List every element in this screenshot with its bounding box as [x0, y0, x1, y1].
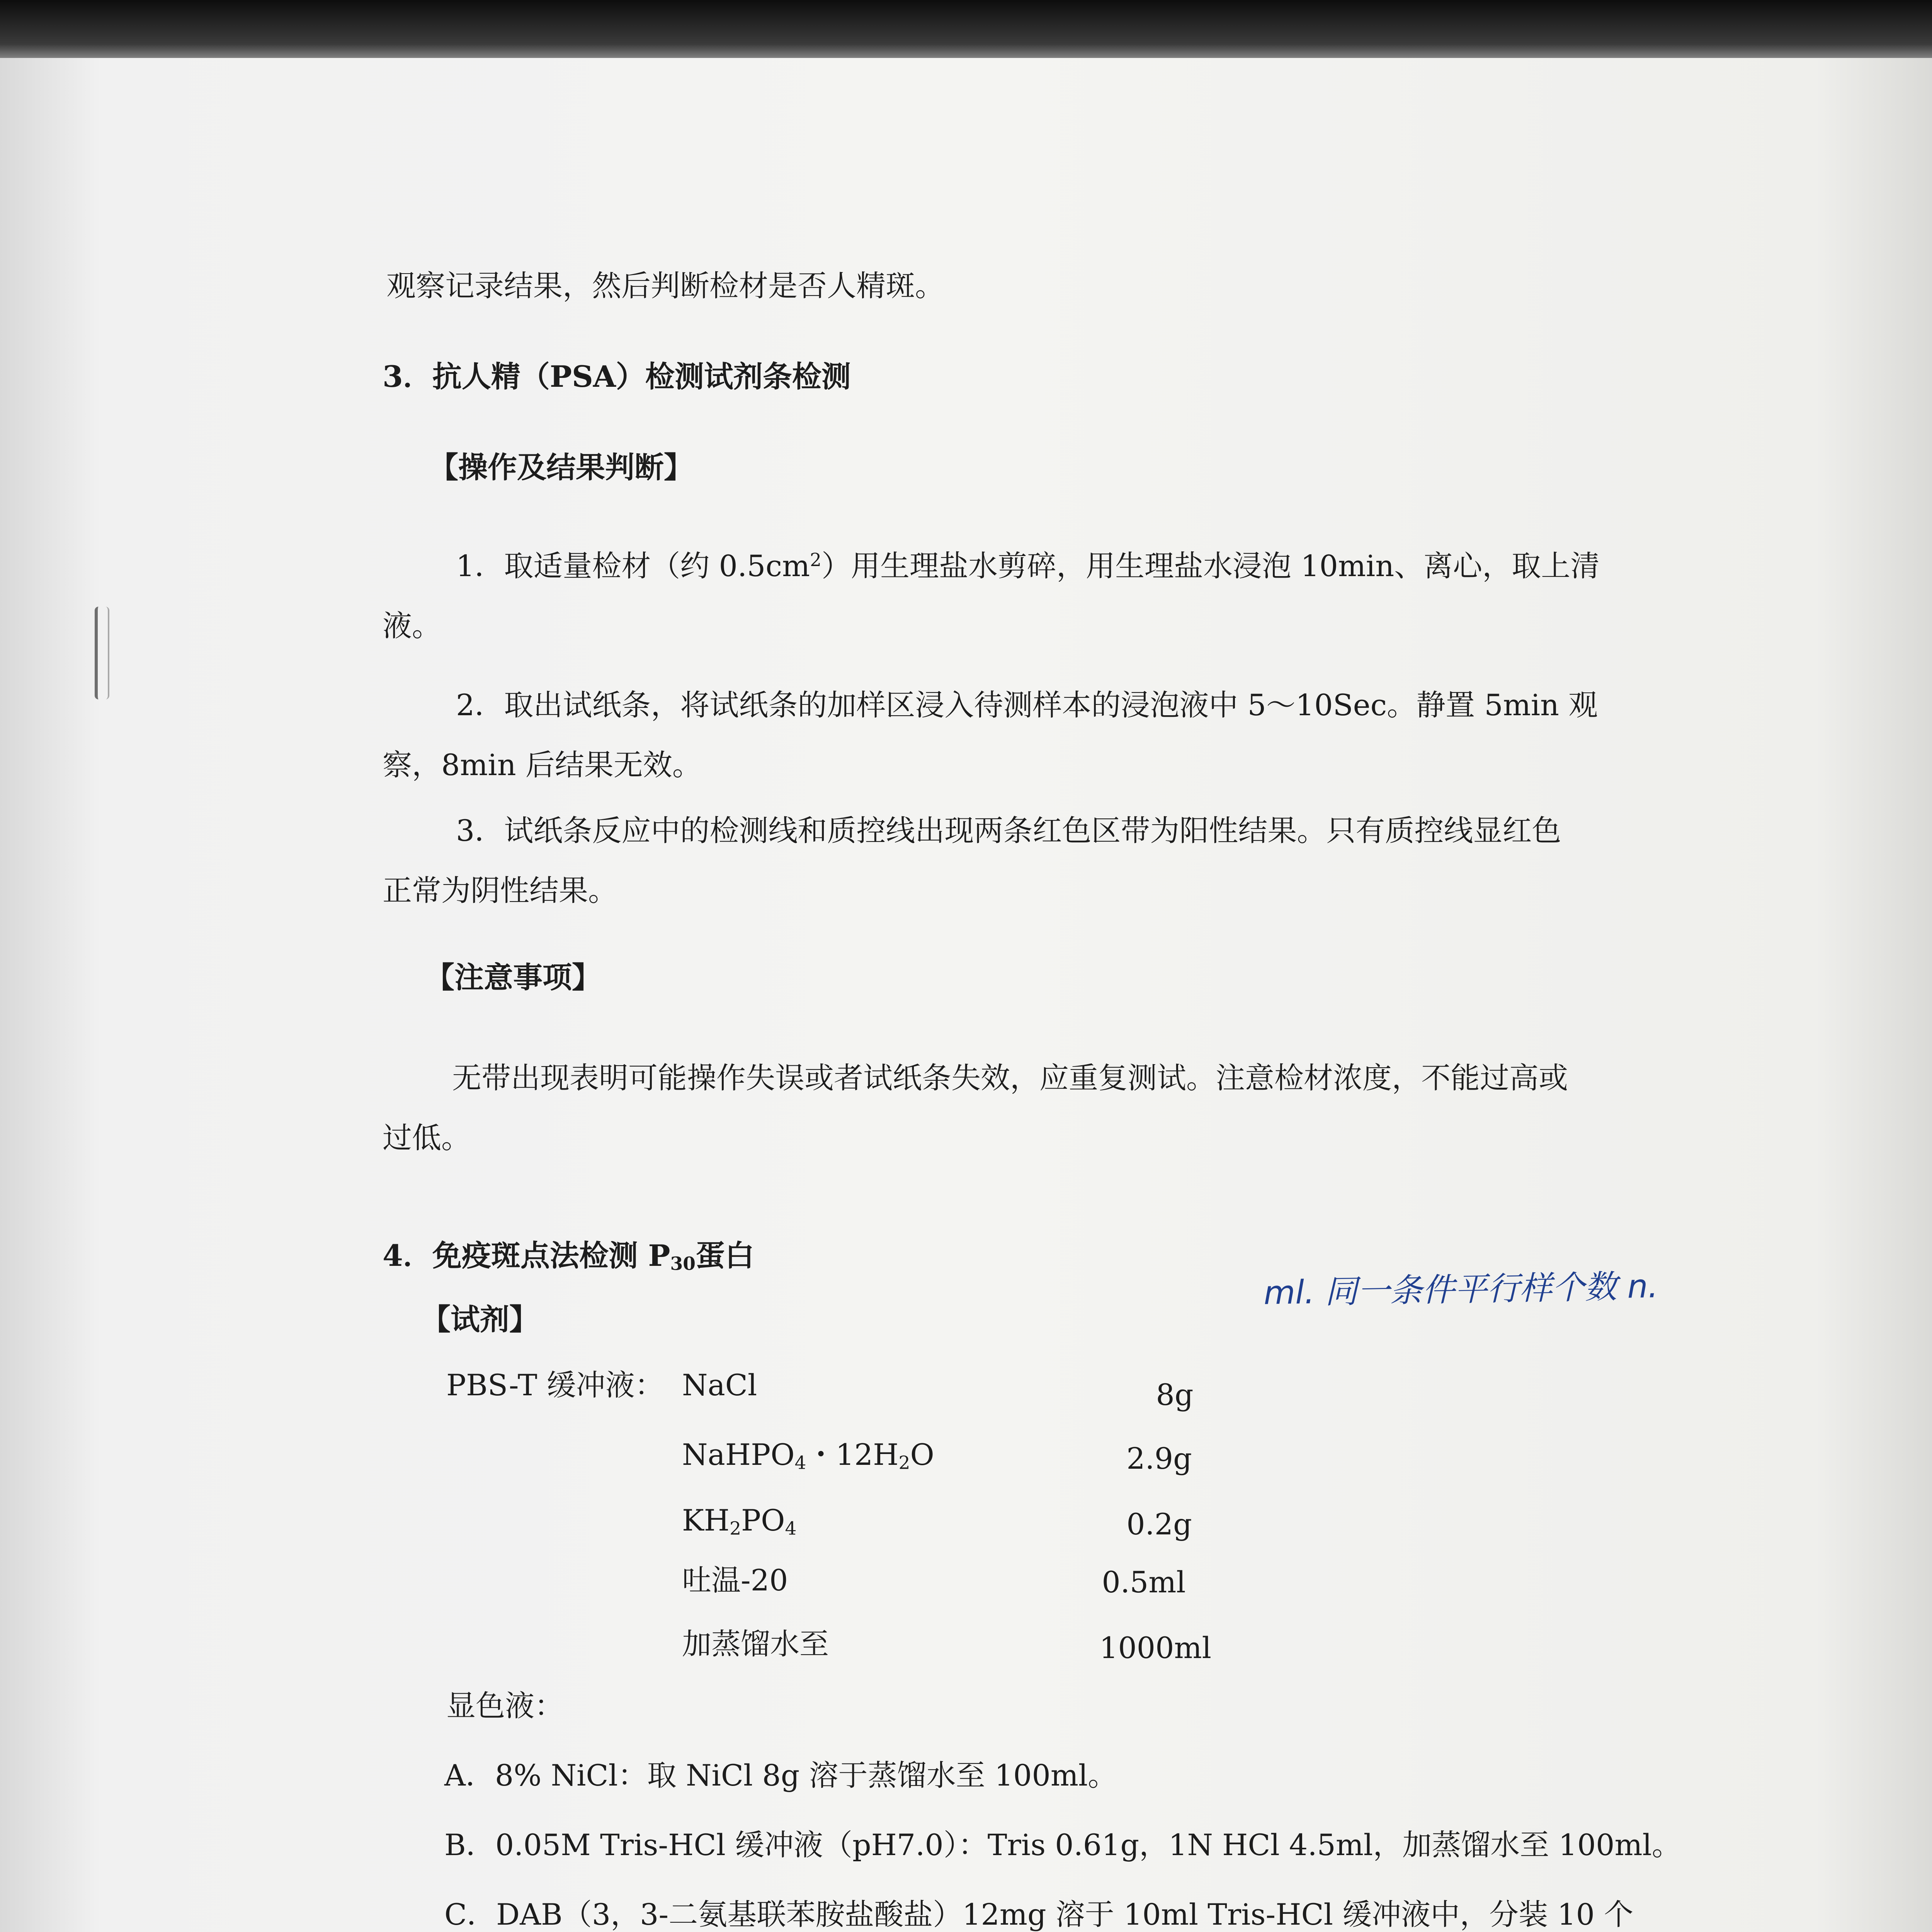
step-2-line-1: 2．取出试纸条，将试纸条的加样区浸入待测样本的浸泡液中 5～10Sec。静置 5min 观 [456, 688, 1598, 722]
notes-heading: 【注意事项】 [425, 960, 601, 995]
section-4-title: 4．免疫斑点法检测 $P_{30}$蛋白 [383, 1238, 755, 1275]
continuation-line: 观察记录结果，然后判断检材是否人精斑。 [386, 269, 944, 303]
pbs-item-name: $KH_2PO_4$ [682, 1503, 797, 1539]
section-3-subheading: 【操作及结果判断】 [429, 450, 693, 485]
section-3-title: 3．抗人精（PSA）检测试剂条检测 [383, 359, 851, 394]
handwritten-annotation: ml. 同一条件平行样个数 n. [1263, 1267, 1659, 1312]
color-solution-label: 显色液： [446, 1689, 564, 1723]
pbs-item-amount: 2.9g [1126, 1441, 1192, 1476]
color-solution-c-line-1: C．DAB（3，3-二氨基联苯胺盐酸盐）12mg 溶于 10ml Tris-HCl 缓冲液中，分装 10 个 [444, 1897, 1634, 1932]
pbs-item-name: 加蒸馏水至 [682, 1627, 829, 1661]
pbs-item-amount: 0.5ml [1102, 1565, 1186, 1599]
step-1-line-1: 1．取适量检材（约 $0.5cm^2$）用生理盐水剪碎，用生理盐水浸泡 10min、离心，取上清 [456, 549, 1600, 583]
pbs-label: PBS-T 缓冲液： [446, 1368, 664, 1402]
step-2-line-2: 察，8min 后结果无效。 [383, 748, 702, 782]
pbs-item-amount: 8g [1156, 1378, 1194, 1412]
pbs-item-name: NaCl [682, 1368, 757, 1402]
step-1-line-2: 液。 [383, 609, 441, 643]
pbs-item-amount: 0.2g [1126, 1507, 1192, 1541]
step-3-line-2: 正常为阴性结果。 [383, 873, 617, 908]
pbs-item-name: NaHPO$_4$・$12H_2O$ [682, 1437, 934, 1474]
reagents-heading: 【试剂】 [421, 1302, 539, 1337]
notes-line-2: 过低。 [383, 1121, 471, 1155]
pbs-item-amount: 1000ml [1099, 1631, 1211, 1665]
color-solution-a: A．8% NiCl：取 NiCl 8g 溶于蒸馏水至 100ml。 [444, 1758, 1117, 1793]
step-3-line-1: 3．试纸条反应中的检测线和质控线出现两条红色区带为阳性结果。只有质控线显红色 [456, 813, 1561, 848]
pbs-item-name: 吐温-20 [682, 1563, 788, 1597]
notes-line-1: 无带出现表明可能操作失误或者试纸条失效，应重复测试。注意检材浓度，不能过高或 [452, 1061, 1568, 1095]
color-solution-b: B．0.05M Tris-HCl 缓冲液（pH7.0）：Tris 0.61g，1N HCl 4.5ml，加蒸馏水至 100ml。 [444, 1828, 1681, 1862]
